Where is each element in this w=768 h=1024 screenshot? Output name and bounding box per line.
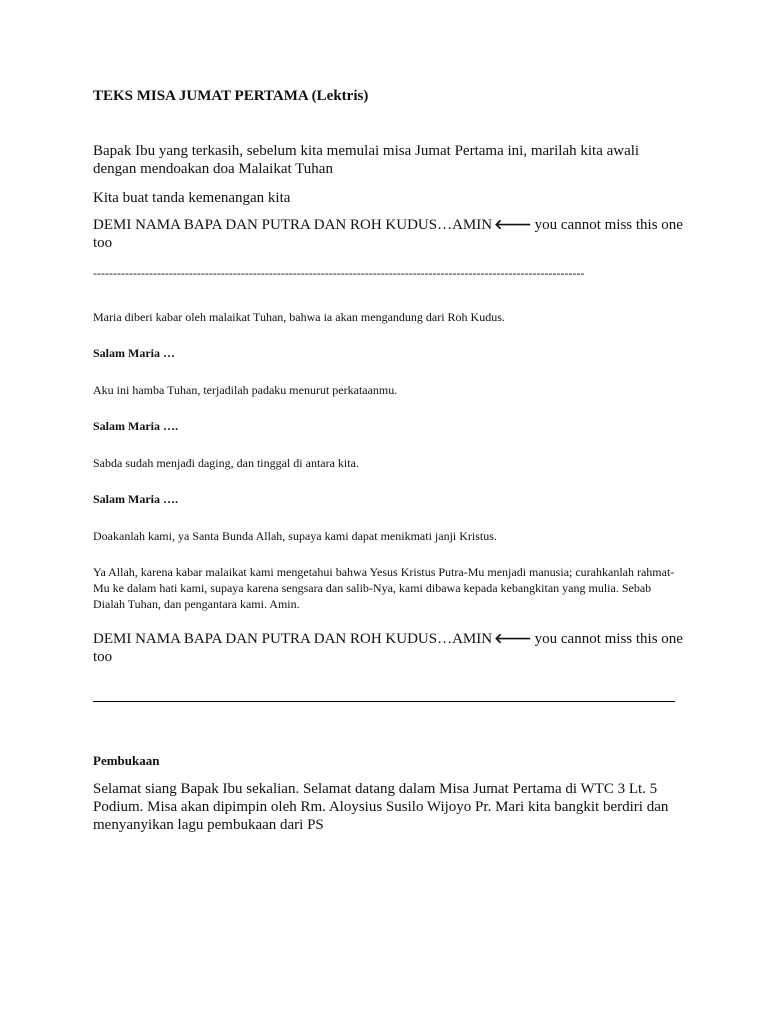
closing-verse: Doakanlah kami, ya Santa Bunda Allah, supaya kami dapat menikmati janji Kristus. [93, 529, 497, 543]
intro-paragraph: Bapak Ibu yang terkasih, sebelum kita memulai misa Jumat Pertama ini, marilah kita awali dengan mendoakan doa Malaikat Tuhan [93, 143, 640, 177]
opening-paragraph: Selamat siang Bapak Ibu sekalian. Selamat datang dalam Misa Jumat Pertama di WTC 3 Lt. 5 Podium. Misa akan dipimpin oleh Rm. Aloysius Susilo Wijoyo Pr. Mari kita bangkit berdiri dan menyanyikan lagu pembukaan dari PS [93, 781, 669, 833]
closing-prayer: Ya Allah, karena kabar malaikat kami mengetahui bahwa Yesus Kristus Putra-Mu menjadi manusia; curahkanlah rahmat-Mu ke dalam hati kami, supaya karena sengsara dan salib-Nya, kami dibawa kepada kebangkitan yang mulia. Sebab Dialah Tuhan, dan pengantara kami. Amin. [93, 565, 675, 611]
dashed-separator: --------------------------------------------------------------------------------------------------------------------------- [93, 266, 585, 280]
angelus-response-2: Salam Maria …. [93, 419, 178, 433]
angelus-response-3: Salam Maria …. [93, 492, 178, 506]
sign-of-cross-note: you cannot miss this one too [93, 217, 683, 251]
left-arrow-icon-2: 🡐 [494, 631, 532, 647]
angelus-line-1: Maria diberi kabar oleh malaikat Tuhan, bahwa ia akan mengandung dari Roh Kudus. [93, 310, 505, 324]
left-arrow-icon: 🡐 [494, 217, 532, 233]
sign-instruction: Kita buat tanda kemenangan kita [93, 190, 291, 206]
angelus-response-1: Salam Maria … [93, 346, 175, 360]
sign-of-cross-text-2: DEMI NAMA BAPA DAN PUTRA DAN ROH KUDUS…AMIN [93, 631, 493, 647]
sign-of-cross-note-2: you cannot miss this one too [93, 631, 683, 665]
sign-of-cross-top [93, 216, 683, 252]
sign-of-cross-bottom [93, 630, 683, 666]
angelus-line-2: Aku ini hamba Tuhan, terjadilah padaku menurut perkataanmu. [93, 383, 398, 397]
horizontal-rule [93, 701, 675, 702]
angelus-line-3: Sabda sudah menjadi daging, dan tinggal di antara kita. [93, 456, 359, 470]
opening-heading: Pembukaan [93, 753, 160, 768]
sign-of-cross-text: DEMI NAMA BAPA DAN PUTRA DAN ROH KUDUS…AMIN [93, 217, 493, 233]
document-title: TEKS MISA JUMAT PERTAMA (Lektris) [93, 88, 369, 104]
